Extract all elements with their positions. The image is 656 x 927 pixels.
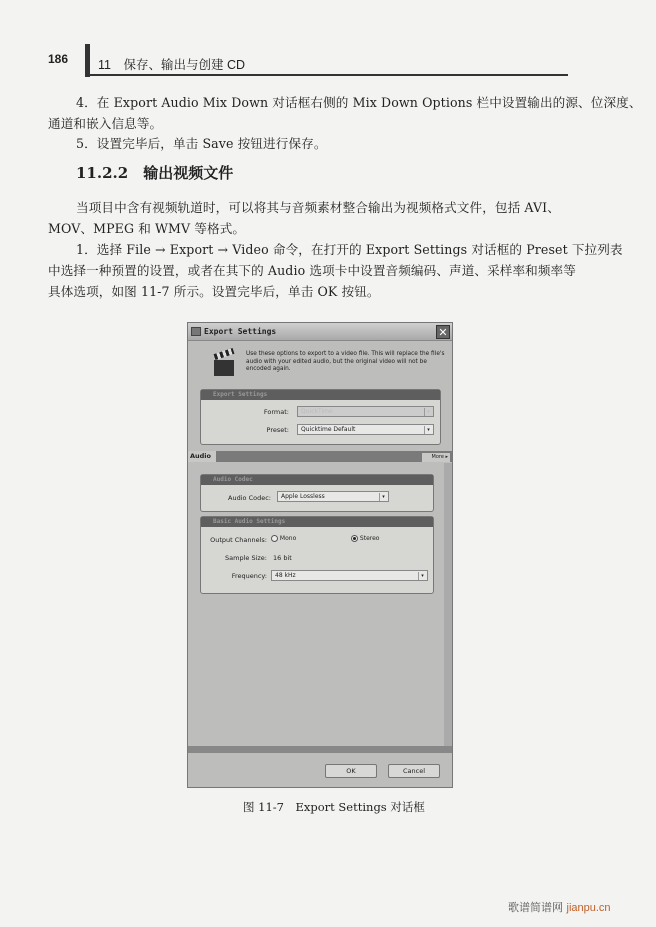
header-bar (85, 44, 90, 77)
section-heading: 11.2.2 输出视频文件 (76, 164, 234, 182)
scrollbar[interactable] (444, 463, 452, 748)
paragraph-line: MOV、MPEG 和 WMV 等格式。 (48, 221, 246, 236)
paragraph-line: 具体选项，如图 11-7 所示。设置完毕后，单击 OK 按钮。 (48, 284, 380, 299)
frequency-label: Frequency: (231, 572, 267, 580)
group-header: Export Settings (201, 390, 440, 400)
tab-bar (188, 451, 452, 462)
paragraph-line: 中选择一种预置的设置，或者在其下的 Audio 选项卡中设置音频编码、声道、采样率和频率等 (48, 263, 576, 278)
page-number: 186 (48, 52, 69, 66)
stereo-radio[interactable] (351, 535, 379, 542)
app-icon (191, 327, 201, 336)
frequency-select[interactable] (271, 570, 428, 581)
paragraph-line: 1．选择 File → Export → Video 命令，在打开的 Export Settings 对话框的 Preset 下拉列表 (76, 242, 623, 257)
format-value: QuickTime (301, 408, 333, 415)
audio-codec-value: Apple Lossless (281, 493, 325, 500)
clapperboard-icon (214, 351, 234, 377)
footer-divider (188, 746, 452, 753)
audio-codec-group (200, 474, 434, 512)
tab-audio[interactable]: Audio (188, 451, 216, 462)
format-label: Format: (263, 408, 289, 416)
chevron-down-icon: ▾ (424, 426, 432, 434)
chevron-down-icon: ▾ (418, 572, 426, 580)
basic-audio-settings-group (200, 516, 434, 594)
export-settings-dialog (187, 322, 453, 788)
audio-codec-select[interactable] (277, 491, 389, 502)
chevron-down-icon: ▾ (424, 408, 432, 416)
sample-size-value: 16 bit (273, 554, 292, 562)
close-button[interactable]: ✕ (436, 325, 450, 339)
preset-value: Quicktime Default (301, 426, 356, 433)
group-header: Basic Audio Settings (201, 517, 433, 527)
paragraph-line: 当项目中含有视频轨道时，可以将其与音频素材整合输出为视频格式文件，包括 AVI、 (76, 200, 560, 215)
dialog-title: Export Settings (204, 327, 277, 336)
watermark-en: jianpu.cn (566, 902, 611, 914)
info-text: Use these options to export to a video file. This will replace the file's audio with your edited audio, but the original video will not be encoded again. (246, 351, 445, 372)
preset-select[interactable] (297, 424, 434, 435)
ok-button[interactable]: OK (325, 764, 377, 778)
mono-label: Mono (279, 535, 297, 542)
chapter-title: 11 保存、输出与创建 CD (98, 58, 246, 72)
paragraph-line: 4．在 Export Audio Mix Down 对话框右侧的 Mix Down Options 栏中设置输出的源、位深度、 (76, 95, 642, 110)
watermark (508, 899, 611, 915)
mono-radio[interactable] (271, 535, 296, 542)
stereo-label: Stereo (359, 535, 380, 542)
chevron-down-icon: ▾ (379, 493, 387, 501)
audio-codec-label: Audio Codec: (228, 494, 271, 502)
export-settings-group (200, 389, 441, 445)
radio-selected-icon (351, 535, 358, 542)
output-channels-label: Output Channels: (210, 536, 267, 544)
paragraph-line: 5．设置完毕后，单击 Save 按钮进行保存。 (76, 136, 327, 151)
more-button[interactable]: More ▸ (422, 453, 450, 462)
preset-label: Preset: (266, 426, 289, 434)
figure-caption: 图 11-7 Export Settings 对话框 (243, 800, 425, 814)
group-header: Audio Codec (201, 475, 433, 485)
cancel-button[interactable]: Cancel (388, 764, 440, 778)
format-select[interactable] (297, 406, 434, 417)
frequency-value: 48 kHz (275, 572, 296, 579)
watermark-cn: 歌谱简谱网 (508, 901, 563, 914)
header-rule (85, 74, 568, 76)
paragraph-line: 通道和嵌入信息等。 (48, 116, 163, 131)
radio-icon (271, 535, 278, 542)
title-bar (188, 323, 452, 341)
sample-size-label: Sample Size: (225, 554, 267, 562)
